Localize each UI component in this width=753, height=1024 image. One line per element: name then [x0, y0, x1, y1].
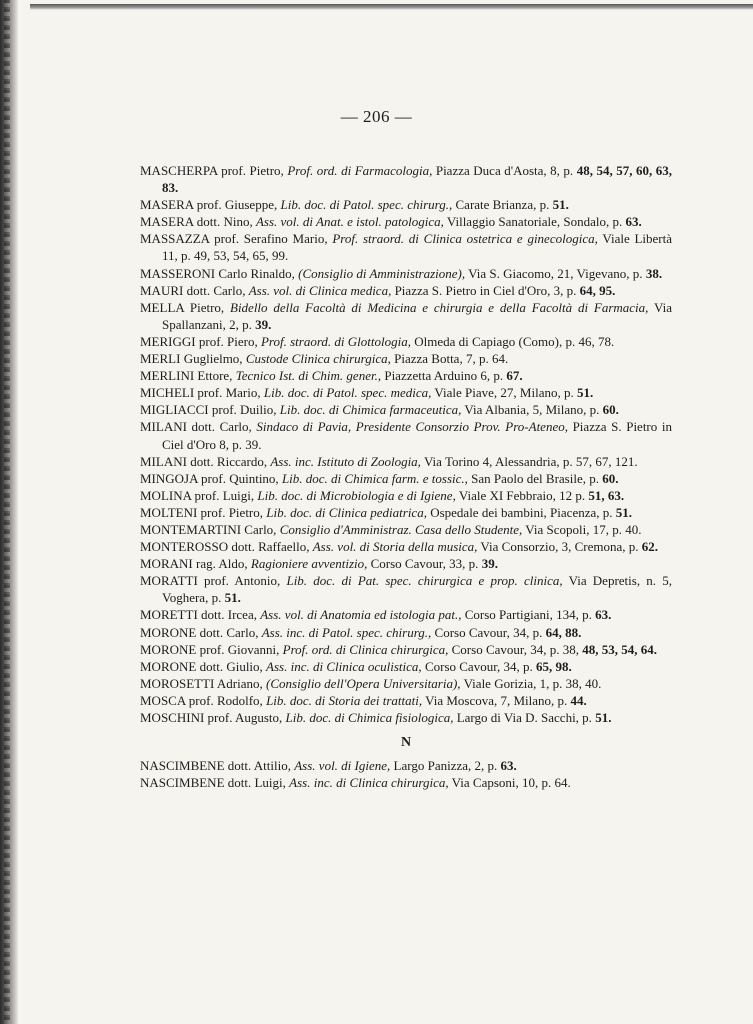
index-entry [140, 487, 672, 504]
entry-role: Prof. straord. di Glottologia, [260, 333, 411, 349]
entry-role: Ass. inc. Istituto di Zoologia, [270, 453, 421, 469]
index-entry [140, 709, 672, 726]
entry-address: Via Moscova, 7, Milano, p. [422, 692, 571, 708]
entry-title-name: Adriano, [214, 675, 267, 691]
entry-role: Ass. inc. di Clinica oculistica, [266, 658, 422, 674]
index-entry [140, 453, 672, 470]
entry-surname: MASSAZZA [140, 231, 210, 247]
entry-role: Lib. doc. di Pat. spec. chirurgica e prop. clinica, [286, 573, 563, 589]
entry-pages: 67. [506, 368, 523, 384]
page-number: — 206 — [340, 107, 413, 126]
entry-title-name: prof. Rodolfo, [185, 692, 267, 708]
entry-role: Lib. doc. di Chimica fisiologica, [285, 710, 454, 725]
section-letter: N [400, 735, 412, 751]
entry-pages: 51. [552, 197, 569, 213]
entry-title-name: Guglielmo, [180, 351, 246, 367]
index-entries [140, 162, 672, 791]
entry-title-name: dott. Carlo, [196, 624, 262, 640]
entry-title-name: Carlo, [241, 521, 280, 537]
entry-address: Via Consorzio, 3, Cremona, p. [477, 539, 642, 555]
entry-surname: MORANI [140, 556, 193, 572]
entry-surname: MOSCA [140, 692, 186, 708]
entry-role: Consiglio d'Amministraz. Casa dello Studente, [279, 521, 523, 537]
scan-top-edge [30, 4, 753, 10]
entry-title-name: Pietro, [184, 299, 230, 315]
entry-role: Ragioniere avventizio, [250, 556, 368, 572]
entry-surname: NASCIMBENE [140, 775, 225, 791]
entry-pages: 51. [576, 385, 594, 401]
index-entry [140, 384, 672, 401]
entry-title-name: dott. Nino, [193, 214, 256, 230]
entry-title-name: dott. Giulio, [196, 658, 267, 674]
entry-title-name: dott. Luigi, [224, 775, 290, 791]
entry-title-name: prof. Antonio, [197, 573, 287, 589]
entry-address: Villaggio Sanatoriale, Sondalo, p. [443, 214, 626, 230]
entry-role: Lib. doc. di Storia dei trattati, [266, 692, 423, 708]
entry-pages: 48, 54, 57, 60, 63, 83. [162, 163, 672, 196]
entry-surname: MASCHERPA [140, 163, 218, 178]
entry-surname: MASERA [140, 214, 194, 230]
index-entry [140, 774, 672, 791]
index-entry [140, 675, 672, 692]
entry-role: Prof. straord. di Clinica ostetrica e ginecologica, [332, 231, 598, 247]
entry-role: Lib. doc. di Microbiologia e di Igiene, [257, 487, 456, 503]
index-entry [140, 230, 672, 264]
entry-role: Tecnico Ist. di Chim. gener., [235, 368, 382, 384]
binding-shadow [4, 0, 10, 1024]
entry-address: Corso Cavour, 34, p. 38, [448, 641, 583, 657]
index-entry [140, 333, 672, 350]
entry-surname: MORONE [140, 658, 197, 674]
entry-pages: 51. [224, 590, 241, 606]
entry-surname: MONTEROSSO [140, 539, 229, 555]
entry-title-name: prof. Quintino, [197, 470, 282, 486]
entry-title-name: Ettore, [194, 368, 236, 384]
index-entry [140, 162, 672, 196]
entry-title-name: prof. Duilio, [208, 402, 280, 418]
entry-title-name: prof. Serafino Mario, [209, 231, 333, 247]
entry-surname: MERIGGI [140, 333, 196, 349]
entry-title-name: prof. Augusto, [204, 710, 286, 725]
entry-address: Corso Cavour, 34, p. [431, 624, 546, 640]
entry-address: Piazza S. Pietro in Ciel d'Oro, 3, p. [391, 282, 580, 298]
entry-surname: MONTEMARTINI [140, 521, 242, 537]
entry-address: Piazza S. Pietro in Ciel d'Oro 8, p. 39. [162, 419, 672, 452]
entry-surname: NASCIMBENE [140, 758, 225, 774]
entry-role: Lib. doc. di Clinica pediatrica, [266, 504, 427, 520]
entry-surname: MAURI [140, 282, 184, 298]
index-entry [140, 624, 672, 641]
entry-address: Piazza Botta, 7, p. 64. [390, 351, 509, 367]
entry-surname: MORETTI [140, 607, 198, 623]
entry-pages: 51, 63. [588, 487, 625, 503]
entry-title-name: prof. Mario, [194, 385, 264, 401]
entry-surname: MERLI [140, 351, 181, 367]
entry-title-name: dott. Carlo, [186, 419, 257, 435]
entry-role: Lib. doc. di Chimica farmaceutica, [279, 402, 462, 418]
index-entry [140, 350, 672, 367]
entry-address: Ospedale dei bambini, Piacenza, p. [426, 504, 616, 520]
index-entry [140, 470, 672, 487]
index-entry [140, 213, 672, 230]
entry-pages: 63. [595, 607, 612, 623]
entry-pages: 51. [615, 504, 633, 520]
entry-surname: MIGLIACCI [140, 402, 209, 418]
entry-role: Ass. vol. di Anatomia ed istologia pat., [260, 607, 462, 623]
entry-title-name: prof. Giovanni, [196, 641, 283, 657]
entry-surname: MILANI [140, 419, 187, 435]
entries-m [140, 162, 672, 726]
entry-role: Ass. vol. di Anat. e istol. patologica, [255, 214, 444, 230]
entry-title-name: dott. Attilio, [224, 758, 295, 774]
entry-pages: 51. [595, 710, 612, 725]
index-entry [140, 367, 672, 384]
entry-role: Custode Clinica chirurgica, [245, 351, 391, 367]
index-entry [140, 418, 672, 452]
entry-role: Lib. doc. di Chimica farm. e tossic., [281, 470, 468, 486]
entry-title-name: dott. Carlo, [183, 282, 249, 298]
entry-role: Ass. inc. di Clinica chirurgica, [289, 775, 449, 791]
entry-role: Ass. inc. di Patol. spec. chirurg., [261, 624, 432, 640]
entry-role: Prof. ord. di Clinica chirurgica, [282, 641, 449, 657]
entry-address: Via Albania, 5, Milano, p. [461, 402, 603, 418]
index-entry [140, 572, 672, 606]
entry-role: Ass. vol. di Igiene, [294, 758, 391, 774]
index-entry [140, 692, 672, 709]
entry-surname: MOLINA [140, 487, 192, 503]
entry-surname: MORONE [140, 641, 197, 657]
entry-title-name: dott. Raffaello, [228, 539, 313, 555]
entry-pages: 65, 98. [536, 658, 572, 674]
entry-surname: MORONE [140, 624, 197, 640]
entry-role: Ass. vol. di Storia della musica, [312, 539, 478, 555]
entry-surname: MICHELI [140, 385, 195, 401]
entry-pages: 48, 53, 54, 64. [582, 641, 657, 657]
index-entry [140, 538, 672, 555]
entry-pages: 44. [570, 692, 587, 708]
entry-address: San Paolo del Brasile, p. [467, 470, 603, 486]
entry-title-name: prof. Pietro, [217, 163, 288, 178]
entry-pages: 60. [602, 402, 619, 418]
index-entry [140, 641, 672, 658]
index-entry [140, 299, 672, 333]
entry-address: Via Torino 4, Alessandria, p. 57, 67, 121. [420, 453, 638, 469]
entry-address: Via S. Giacomo, 21, Vigevano, p. [465, 265, 646, 281]
entry-address: Corso Cavour, 34, p. [421, 658, 536, 674]
entry-pages: 39. [255, 316, 272, 332]
entry-address: Corso Cavour, 33, p. [367, 556, 482, 572]
entry-title-name: prof. Giuseppe, [193, 197, 281, 213]
index-entry [140, 282, 672, 299]
entry-role: (Consiglio dell'Opera Universitaria), [266, 675, 461, 691]
entry-address: Largo Panizza, 2, p. [390, 758, 501, 774]
entry-title-name: prof. Pietro, [197, 504, 267, 520]
index-entry [140, 555, 672, 572]
entry-address: Piazzetta Arduino 6, p. [381, 368, 507, 384]
entry-role: Lib. doc. di Patol. spec. medica, [263, 385, 432, 401]
entry-pages: 63. [625, 214, 642, 230]
entry-address: Viale Gorizia, 1, p. 38, 40. [460, 675, 602, 691]
entry-surname: MOSCHINI [140, 710, 205, 725]
entry-title-name: Carlo Rinaldo, [215, 265, 299, 281]
entry-title-name: prof. Piero, [195, 333, 261, 349]
entry-surname: MASSERONI [140, 265, 216, 281]
entry-role: Bidello della Facoltà di Medicina e chirurgia e della Facoltà di Farmacia, [230, 299, 649, 315]
entry-pages: 39. [481, 556, 498, 572]
entry-pages: 60. [602, 470, 619, 486]
entry-pages: 63. [500, 758, 517, 774]
entry-pages: 64, 88. [545, 624, 582, 640]
index-entry [140, 521, 672, 538]
entry-surname: MORATTI [140, 573, 198, 589]
index-entry [140, 265, 672, 282]
index-entry [140, 606, 672, 623]
entry-address: Via Scopoli, 17, p. 40. [522, 521, 642, 537]
entry-address: Corso Partigiani, 134, p. [461, 607, 596, 623]
entry-pages: 62. [641, 539, 659, 555]
entry-surname: MASERA [140, 197, 194, 213]
index-entry [140, 196, 672, 213]
entry-title-name: rag. Aldo, [192, 556, 251, 572]
entry-address: Largo di Via D. Sacchi, p. [453, 710, 596, 725]
entry-role: Ass. vol. di Clinica medica, [248, 282, 392, 298]
entry-role: Prof. ord. di Farmacologia, [287, 163, 433, 178]
entry-address: Via Spallanzani, 2, p. [162, 299, 672, 332]
index-entry [140, 401, 672, 418]
entry-role: Sindaco di Pavia, Presidente Consorzio Prov. Pro-Ateneo, [256, 419, 568, 435]
entry-address: Carate Brianza, p. [452, 197, 553, 213]
entry-role: (Consiglio di Amministrazione), [298, 265, 466, 281]
entry-surname: MELLA [140, 299, 185, 315]
entry-title-name: dott. Riccardo, [186, 453, 271, 469]
index-entry [140, 504, 672, 521]
entry-address: Viale Libertà 11, p. 49, 53, 54, 65, 99. [162, 231, 673, 264]
entry-address: Piazza Duca d'Aosta, 8, p. [432, 163, 577, 178]
entry-pages: 38. [645, 265, 663, 281]
entry-address: Viale Piave, 27, Milano, p. [431, 385, 577, 401]
index-entry [140, 658, 672, 675]
entry-role: Lib. doc. di Patol. spec. chirurg., [280, 197, 453, 213]
entry-address: Via Capsoni, 10, p. 64. [448, 775, 571, 791]
entry-address: Olmeda di Capiago (Como), p. 46, 78. [410, 333, 615, 349]
entry-address: Via Depretis, n. 5, Voghera, p. [162, 573, 672, 606]
entry-surname: MOROSETTI [140, 675, 215, 691]
entry-surname: MINGOJA [140, 470, 198, 486]
entry-address: Viale XI Febbraio, 12 p. [455, 487, 589, 503]
entry-surname: MILANI [140, 453, 187, 469]
entry-surname: MOLTENI [140, 504, 198, 520]
entry-title-name: prof. Luigi, [191, 487, 258, 503]
entry-pages: 64, 95. [579, 282, 616, 298]
entry-title-name: dott. Ircea, [197, 607, 261, 623]
entry-surname: MERLINI [140, 368, 195, 384]
entries-n [140, 757, 672, 791]
index-entry [140, 757, 672, 774]
